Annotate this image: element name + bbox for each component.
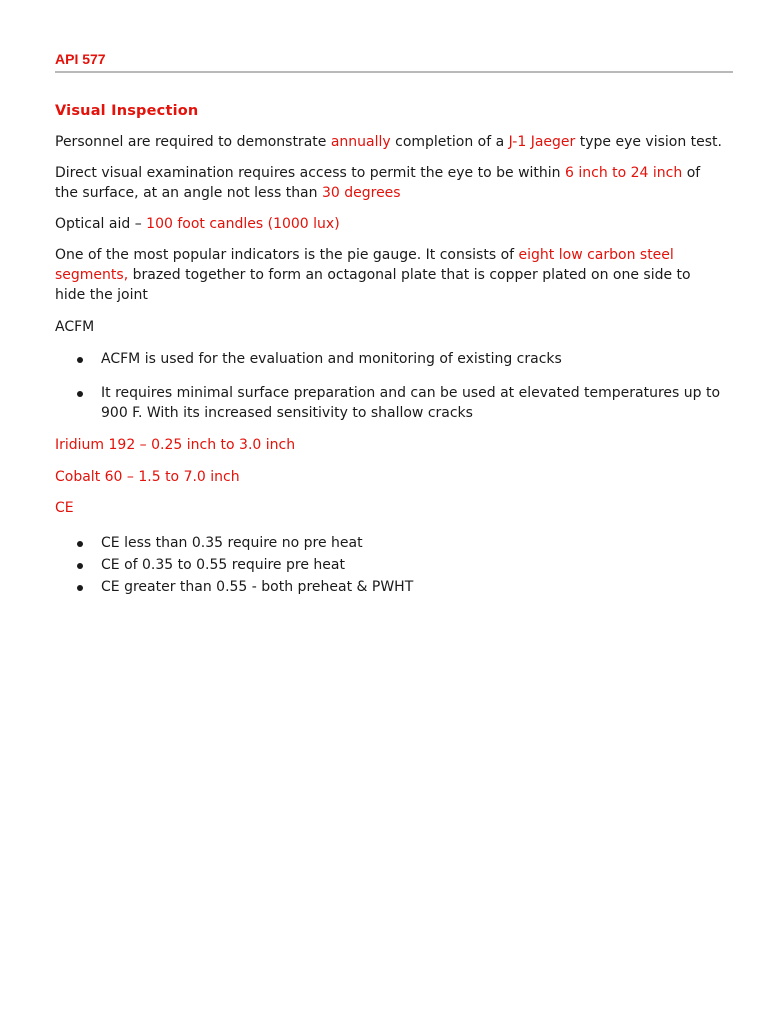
highlight-annually: annually xyxy=(330,134,391,150)
document-header-title: API 577 xyxy=(55,51,106,67)
paragraph-optical-aid: Optical aid – 100 foot candles (1000 lux) xyxy=(55,216,340,232)
bullet-icon xyxy=(77,563,83,569)
bullet-icon xyxy=(77,585,83,591)
section-heading: Visual Inspection xyxy=(55,103,199,119)
bullet-icon xyxy=(77,541,83,547)
list-item: CE greater than 0.55 - both preheat & PWHT xyxy=(55,576,725,598)
iridium-range: Iridium 192 – 0.25 inch to 3.0 inch xyxy=(55,437,296,453)
paragraph-vision-test: Personnel are required to demonstrate annually completion of a J-1 Jaeger type eye vision test. xyxy=(55,134,723,150)
highlight-segments: eight low carbon steel segments, xyxy=(55,247,674,283)
bullet-icon xyxy=(77,357,83,363)
acfm-list xyxy=(55,349,725,423)
list-item: CE less than 0.35 require no pre heat xyxy=(55,532,725,554)
list-item: ACFM is used for the evaluation and monitoring of existing cracks xyxy=(55,349,725,369)
ce-heading: CE xyxy=(55,500,74,516)
paragraph-pie-gauge: One of the most popular indicators is the pie gauge. It consists of eight low carbon steel segments, brazed together to form an octagonal plate that is copper plated on one side to hide the joint xyxy=(55,247,691,303)
bullet-icon xyxy=(77,391,83,397)
list-item: CE of 0.35 to 0.55 require pre heat xyxy=(55,554,725,576)
highlight-distance: 6 inch to 24 inch xyxy=(565,165,683,181)
highlight-lux: 100 foot candles (1000 lux) xyxy=(146,216,340,232)
list-item: It requires minimal surface preparation and can be used at elevated temperatures up to 900 F. With its increased sensitivity to shallow cracks xyxy=(55,383,725,423)
header-divider xyxy=(55,71,733,73)
paragraph-direct-visual: Direct visual examination requires access to permit the eye to be within 6 inch to 24 inch of the surface, at an angle not less than 30 degrees xyxy=(55,165,701,201)
cobalt-range: Cobalt 60 – 1.5 to 7.0 inch xyxy=(55,469,240,485)
highlight-angle: 30 degrees xyxy=(321,185,401,201)
acfm-label: ACFM xyxy=(55,319,95,335)
document-body xyxy=(55,101,725,598)
ce-list xyxy=(55,532,725,598)
highlight-jaeger: J-1 Jaeger xyxy=(508,134,576,150)
